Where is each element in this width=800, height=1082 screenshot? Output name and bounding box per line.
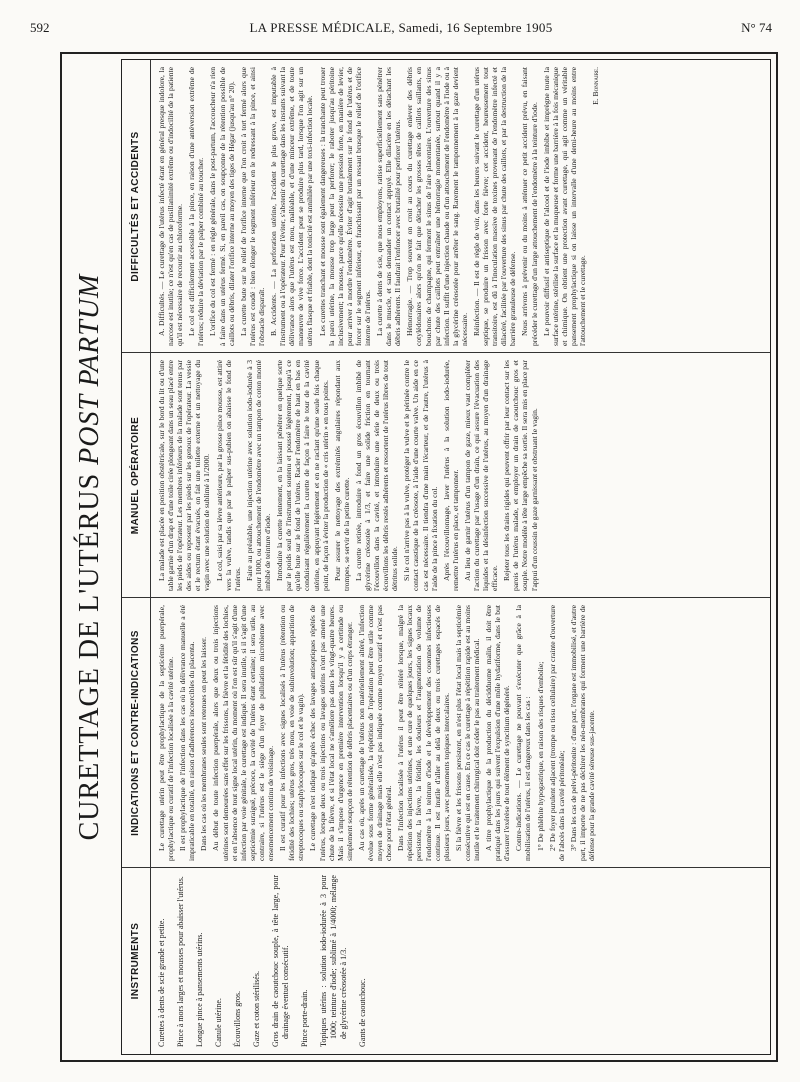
paragraph: Gants de caoutchouc. [358,978,367,1047]
column-difficultes [122,60,770,353]
running-header [30,20,772,42]
paragraph: Longue pince à pansements utérins. [195,932,204,1047]
paragraph: Canule utérine. [214,998,223,1047]
author-signature: E. Bonnaire. [591,67,601,105]
paragraph: Il est curatif pour les infections avec signes localisés à l'utérus (rétention ou fétidité des lochies; utérus gros, très mou, en voie de subinvolution; apparition de streptocoques ou staphylocoques sur le col et le vagin). [278,605,306,861]
column-instruments [122,867,770,1054]
paragraph: Curettes à dents de scie grande et petite. [157,918,166,1047]
paragraph: Gaze et coton stérilisés. [252,971,261,1047]
paragraph: Il est prophylactique de l'infection dans les cas où la délivrance manuelle a été impraticable en totalité, en raison d'adhérences incoercibles du placenta. [178,605,197,861]
page-title [63,53,117,1061]
journal-title: LA PRESSE MÉDICALE, Samedi, 16 Septembre 1905 [249,20,553,35]
paragraph: Le pouvoir diffusif et antiseptique de l'alcool et de l'iode imbibe et imprègne toute la surface utérine, stérilise la surface et la muqueuse et forme une barrière à la fois mécanique et chimique. On obtient une protection avant curettage, qui agit comme un véritable pansement prophylactique si on laisse un intervalle d'une demi-heure au moins entre l'attouchement et le curettage. [541,67,588,346]
paragraph: A titre prophylactique de la production du décidduome malin, il doit être pratiqué dans les jours qui suivent l'expulsion d'une môle hydatiforme, dans le but d'assurer l'exérèse de tout élément de syncitium dégénéré. [484,605,512,861]
paragraph: Au cas où, après un curettage de l'utérus non matériellement altéré, l'infection évolue sous forme généralisée, la répétition de l'opération peut être utile comme moyen de drainage mais elle n'est pas indiquée comme moyen curatif et n'est pas chose pour l'état général. [356,605,394,861]
paragraph: Pince à mors larges et mousses pour abaisser l'utérus. [176,876,185,1047]
paragraph: Introduire la curette lentement, en la laissant pénétrer en quelque sorte par le poids seul de l'instrument soutenu et poussé légèrement, jusqu'à ce qu'elle bute sur le fond de l'utérus. Racler l'endomètre de haut en bas en conduisant régulièrement la curette de façon à faire le tour de la cavité utérine, en appuyant légèrement et en ne raclant qu'une seule fois chaque point, de façon à éviter la production de « cris utérin » en tous points. [275,360,330,591]
paragraph: La curette à dents de scie, que nous employons, ratisse superficiellement sans pénétrer dans le muscle, et sans demander un contact appuyé. Elle dilacère en les détachant les débris adhérents. Il faudrait l'enfoncer avec brutalité pour perforer l'utérus. [375,67,403,346]
paragraph: Pour assurer le nettoyage des extrémités angulaires répondant aux trompes, se servir de la petite curette. [332,360,351,591]
paragraph: Contre-indications. — Le curettage ne pouvant s'exécuter que grâce à la mobilisation de l'utérus, il est dangereux dans les cas : [514,605,533,861]
page-number: 592 [30,20,50,35]
paragraph: Le curettage n'est indiqué qu'après échec des lavages antiseptiques répétés de l'utérus, lorsque deux ou trois injections ou lavages utérins n'ont pas amené une chute de la fièvre, et si l'état local ne s'améliore pas dans les vingt-quatre heures. Mais il s'impose d'urgence en première intervention lorsqu'il y a certitude ou simplement soupçon de rétention de débris placentaires ou d'un corps étranger. [308,605,354,861]
paragraph: Le curettage utérin peut être prophylactique de la septicémie puerpérale, prophylactique ou curatif de l'infection localisée à la cavité utérine. [157,605,176,861]
article-frame [60,52,778,1062]
paragraph: La curette retirée, introduire à fond un gros écouvillon imbibé de glycérine créosotée à 1/3, et faire une solide friction en tournant l'écouvillon dans la cavité, et introduire une série de deux ou trois écouvillons les débris restés adhérents et ressortent de l'utérus libres de tout détritus solide. [353,360,400,591]
paragraph: Gros drain de caoutchouc souple, à tête large, pour drainage éventuel consécutif. [271,875,290,1047]
column-body [151,868,383,1054]
issue-number: N° 74 [741,20,772,35]
column-body [151,353,548,598]
column-indications [122,597,770,868]
paragraph: Rejeter tous les drains rigides qui peuvent offrir par leur contact sur les parois de l'utérus malade, et employer un drain de caoutchouc gros et souple. Notre modèle à tête large empêche sa sortie. Il sera mis en place par l'appui d'un coussin de gaze garnissant et obstruant le vagin. [502,360,539,591]
paragraph: Topiques utérins : solution iodo-iodurée à 3 pour 1000; teinture d'iode; sublimé à 1/4000; mélange de glycérine créosotée à 1/3. [319,875,348,1047]
column-heading: INSTRUMENTS [122,868,151,1054]
paragraph: 1° De phlébite hypogastrique, en raison des risques d'embolie; [535,661,545,851]
paragraph: Réinfection. — Il est de règle de voir, dans les heures suivant le curettage d'un utérus septique, se produire un frisson avec forte fièvre; cet accident, heureusement tout transitoire, est dû à l'inoculation massive de toxines provenant de l'endomètre infecté et dilacéré, facilitée par l'ouverture des sinus par chute des caillots, et par la destruction de la barrière granuleuse de défense. [472,67,518,346]
paragraph: Faire au préalable, une injection utérine avec solution iodo-iodurée à 3 pour 1000, ou attouchement de l'endomètre avec un tampon de coton monté imbibé de teinture d'iode. [244,360,273,591]
column-heading: INDICATIONS ET CONTRE-INDICATIONS [122,598,151,868]
column-manuel [122,352,770,598]
column-heading: DIFFICULTÉS ET ACCIDENTS [122,60,151,353]
paragraph: Le col, saisi par sa lèvre antérieure, par la grosse pince mousse, est attiré vers la vulve, tandis que par le palper sus-pubien on abaisse le fond de l'utérus. [214,360,242,591]
paragraph: 2° De foyer purulent adjacent (trompe ou tissu cellulaire) par crainte d'ouverture de l'abcès dans la cavité péritonéale; [547,605,566,861]
paragraph: Si la fièvre et les frissons persistent, en n'est plus l'état local mais la septicémie consécutive qui est en cause. En ce cas le curettage à répétition rapide est au moins inutile et le traitement chirurgical doit céder le pas au traitement médical. [453,605,481,861]
paragraph: Écouvillons gros. [233,991,242,1047]
content-table [121,59,771,1055]
paragraph: Les curettes tranchant et mousse sont également dangereuses : la tranchante peut trouer la paroi utérine, la mousse trop large peut la perforer; le raboter jusqu'au péritoine inclusivement; la mousse, parce qu'elle nécessite une pression forte, en manière de levier, pour arriver à mordre l'endomètre. Éviter d'agir brutalement sur le fond de l'utérus et de forcer sur le segment inférieur, en franchissant par un ressaut brusque le relief de l'orifice interne de l'utérus. [317,67,372,346]
paragraph: Au début de toute infection puerpérale, alors que deux ou trois injections utérines sont demeurées sans effet sur les frissons, la fièvre et la fétidité des lochies, et en l'absence de tout signe local utérin, du moment où l'on est sûr qu'il s'agit d'une infection par voie génitale, le curettage est indiqué. Il sera inutile, si il s'agit d'une septicémie suraiguë, précoce, la cavité de l'utérus étant certaine; il sera utile, au contraire, si l'utérus est le siège d'un foyer de pullulation microbienne avec ensemencement continu de voisinage. [211,605,276,861]
paragraph: La malade est placée en position obstétricale, sur le bord du lit ou d'une table garnie d'un drap et d'une toile cirée plongeant dans un seau placé entre les pieds de l'opérateur. Les membres inférieurs de la malade sont tenus par des aides ou reposent par les pieds sur les genoux de l'opérateur. La vessie et le rectum étant évacués, on fait une toilette externe et un nettoyage du vagin avec une solution de sublimé à 1/2000. [157,360,212,591]
paragraph: Le col est difficilement accessible à la pince, en raison d'une antéversion extrême de l'utérus; réduire la déviation par le palper combiné au toucher. [187,67,206,346]
paragraph: A. Difficultés. — Le curettage de l'utérus infecté étant en général presque indolore, la narcose est inutile; ce n'est qu'en cas de pusillanimité extrême ou d'indocilité de la patiente qu'il est nécessaire de recourir au chloroforme. [157,67,185,346]
paragraph: Après l'écouvillonnage, laver l'utérus à la solution iodo-iodurée, remettre l'utérus en place, et tamponner. [441,360,460,591]
paragraph: La curette bute sur le relief de l'orifice interne que l'on croit à tort fermé alors que l'utérus est coudé : bien élonger le segment inférieur en le redressant à la pince, et ainsi l'obstacle disparaît. [238,67,266,346]
paragraph: L'orifice du col est fermé : en règle générale, dans le post-partum, l'accoucheur n'a rien à faire dans un utérus fermé. Si, en pareil cas, on soupçonne de la rétention possible de caillots ou débris, dilater l'orifice interne au moyen des tiges de Hégar (jusqu'au n° 20). [208,67,236,346]
paragraph: 3° Dans les cas de pelvi-péritonite : d'une part, l'organe est immobilisé, et d'autre part, il importe de ne pas déchirer les néo-membranes qui forment une barrière de défense pour la grande cavité séreuse sus-jacente. [568,605,597,861]
column-heading: MANUEL OPÉRATOIRE [122,353,151,598]
paragraph: Dans l'infection localisée à l'utérus il peut être réitéré lorsque, malgré la répétition des injections utérines, et une cure de quelques jours, les signes locaux persistent, la fièvre, la fétidité, les douleurs et l'augmentation de volume de l'endomètre à la teinture d'iode et le développement des couennes infectieuses continue. Il est inutile d'aller au delà de deux ou trois curettages espacés de plusieurs jours, avec pansements topiques intercalaires. [396,605,451,861]
paragraph: Pince porte-drain. [300,989,309,1047]
column-body [151,60,606,353]
paragraph: Au lieu de garnir l'utérus d'un tampon de gaze, mieux vaut compléter l'action du curettage par l'usage d'un drain, ce qui assure l'évacuation des liquides et la désinfection successive de l'utérus, au moyen d'un drainage efficace. [462,360,500,591]
paragraph: Si le col n'arrive pas à la vulve, protéger la vulve et le périnée contre le contact caustique de la créosote, à l'aide d'une courte valve. Un aide en ce cas est nécessaire. Il tiendra d'une main l'écarteur, et de l'autre, l'utérus à l'aide de la pince à fixation du col. [402,360,439,591]
paragraph: Nous arrivons à prévenir ou du moins à atténuer ce petit accident prévu, en faisant précéder le curettage d'un large attouchement de l'endomètre à la teinture d'iode. [520,67,539,346]
title-italic: POST PARTUM [74,273,105,465]
rotated-page [63,53,779,1061]
paragraph: Dans les cas où les membranes seules sont retenues on peut les laisser. [199,636,209,851]
paragraph: Hémorragie. — Trop souvent on croit au cours du curettage enlever des débris cotylédonaires alors qu'on ne fait que détacher les grosses têtes de caillots saillants, en bouchons de champagne, qui ferment le sinus de l'aire placentaire. L'ouverture des sinus par chute des caillots peut entraîner une hémorragie momentanée, surtout quand il y a infection. Il suffit d'une injection chaude ou d'un attouchement de l'endomètre à l'iode ou à la glycérine créosotée pour arrêter le sang. Rarement le tamponnement à la gaze devient nécessaire. [405,67,469,346]
paragraph: B. Accidents. — La perforation utérine, l'accident le plus grave, est imputable à l'instrument ou à l'opérateur. Pour l'éviter, s'abstenir du curettage dans les instants suivant la délivrance alors que l'utérus est mou, malléable, et d'une minceur extrême, et de toute manœuvre de vive force. L'accident peut se produire plus tard, lorsque l'on agit sur un utérus flasque et friable, dont la tonicité est annihilée par une toxi-infection locale. [269,67,315,346]
title-main: CURETTAGE DE L'UTÉRUS [74,464,105,841]
column-body [151,598,605,868]
